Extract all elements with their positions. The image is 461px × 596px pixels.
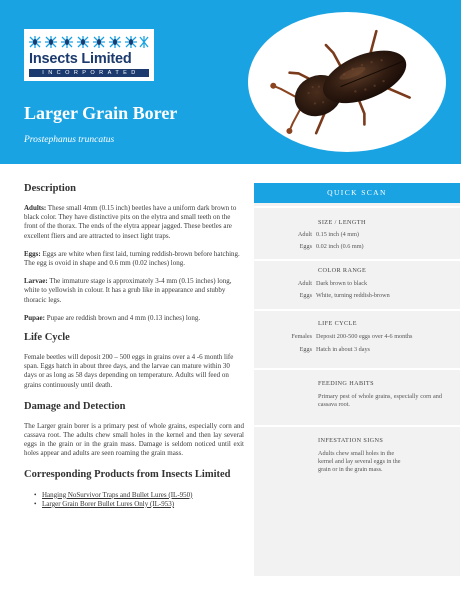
adults-paragraph [24, 204, 244, 241]
adults-text: These small 4mm (0.15 inch) beetles have a uniform dark brown to black color. They have distinctive pits on the elytra and small teeth on the front of the thorax. The ends of the elytra appear jagged. These beetles are excellent fliers and are attracted to insect light traps. [24, 204, 237, 240]
life-cycle-text: Female beetles will deposit 200 – 500 eggs in grains over a 4 -6 month life span. Eggs hatch in about three days, and the larvae can mature within 30 days or as long as 58 days depending on temperature. Adults will feed on grains continuously until death. [24, 353, 234, 389]
color-adult-row [254, 280, 367, 288]
divider [254, 259, 460, 261]
insect-row-icon [29, 33, 149, 51]
product-item [34, 500, 244, 509]
size-adult-row [254, 231, 359, 239]
feeding-label: FEEDING HABITS [318, 380, 374, 387]
color-adult-key: Adult [297, 280, 312, 287]
signs-text: Adults chew small holes in the kernel and lay several eggs in the grain or in the grain mass. [318, 450, 401, 473]
beetle-photo [248, 12, 446, 152]
product-item [34, 491, 244, 500]
divider [254, 309, 460, 311]
main-content [24, 182, 244, 509]
adults-label: Adults: [24, 204, 47, 212]
life-females-row [254, 333, 412, 341]
size-label: SIZE / LENGTH [318, 219, 366, 226]
damage-text: The Larger grain borer is a primary pest of whole grains, especially corn and cassava root. The adults chew small holes in the kernel and then lay several eggs in the grain or in the grain mass. Damage is seldom noticed until exit holes appear and adults are seen roaming the grain mass. [24, 421, 244, 458]
size-adult-value: 0.15 inch (4 mm) [316, 231, 359, 238]
feeding-text: Primary pest of whole grains, especially corn and cassava root. [318, 393, 442, 408]
eggs-paragraph [24, 250, 244, 268]
life-cycle-label: LIFE CYCLE [318, 320, 357, 327]
color-eggs-row [254, 292, 390, 300]
product-link-il-950[interactable]: Hanging NoSurvivor Traps and Bullet Lures (IL-950) [42, 490, 193, 499]
pupae-label: Pupae: [24, 313, 45, 322]
quick-scan-title: QUICK SCAN [254, 183, 460, 203]
header-banner [0, 0, 461, 164]
divider [254, 206, 460, 208]
life-eggs-value: Hatch in about 3 days [316, 346, 370, 353]
larvae-text: The immature stage is approximately 3-4 mm (0.15 inches) long, white to yellowish in colour. It has a grub like in appearance and stubby thoracic legs. [24, 277, 232, 304]
color-adult-value: Dark brown to black [316, 280, 368, 287]
signs-label: INFESTATION SIGNS [318, 437, 384, 444]
larvae-paragraph [24, 277, 244, 305]
description-heading: Description [24, 183, 76, 194]
logo-tagline: INCORPORATED [29, 69, 149, 77]
color-eggs-key: Eggs [299, 292, 312, 299]
size-eggs-value: 0.02 inch (0.6 mm) [316, 243, 364, 250]
color-label: COLOR RANGE [318, 267, 367, 274]
life-eggs-key: Eggs [299, 346, 312, 353]
color-eggs-value: White, turning reddish-brown [316, 292, 390, 299]
size-eggs-row [254, 243, 364, 251]
larvae-label: Larvae: [24, 277, 48, 286]
life-cycle-heading: Life Cycle [24, 332, 70, 344]
divider [254, 368, 460, 370]
damage-heading: Damage and Detection [24, 400, 126, 412]
quick-scan-panel [254, 183, 460, 576]
products-heading: Corresponding Products from Insects Limited [24, 468, 231, 480]
size-adult-key: Adult [297, 231, 312, 238]
beetle-icon [248, 12, 446, 152]
size-eggs-key: Eggs [299, 243, 312, 250]
eggs-label: Eggs: [24, 249, 41, 258]
logo-name: Insects Limited [29, 51, 132, 67]
life-eggs-row [254, 346, 370, 354]
scientific-name: Prostephanus truncatus [24, 135, 115, 145]
eggs-text: Eggs are white when first laid, turning reddish-brown before hatching. The egg is ovoid in shape and 0.6 mm (0.02 inches) long. [24, 249, 240, 268]
pupae-paragraph [24, 314, 244, 323]
pupae-text: Pupae are reddish brown and 4 mm (0.13 inches) long. [45, 313, 201, 322]
products-list [34, 491, 244, 509]
product-link-il-953[interactable]: Larger Grain Borer Bullet Lures Only (IL-953) [42, 499, 175, 508]
page-title: Larger Grain Borer [24, 103, 178, 123]
life-females-key: Females [291, 333, 312, 340]
company-logo [24, 29, 154, 81]
divider [254, 425, 460, 427]
life-females-value: Deposit 200-500 eggs over 4-6 months [316, 333, 413, 340]
